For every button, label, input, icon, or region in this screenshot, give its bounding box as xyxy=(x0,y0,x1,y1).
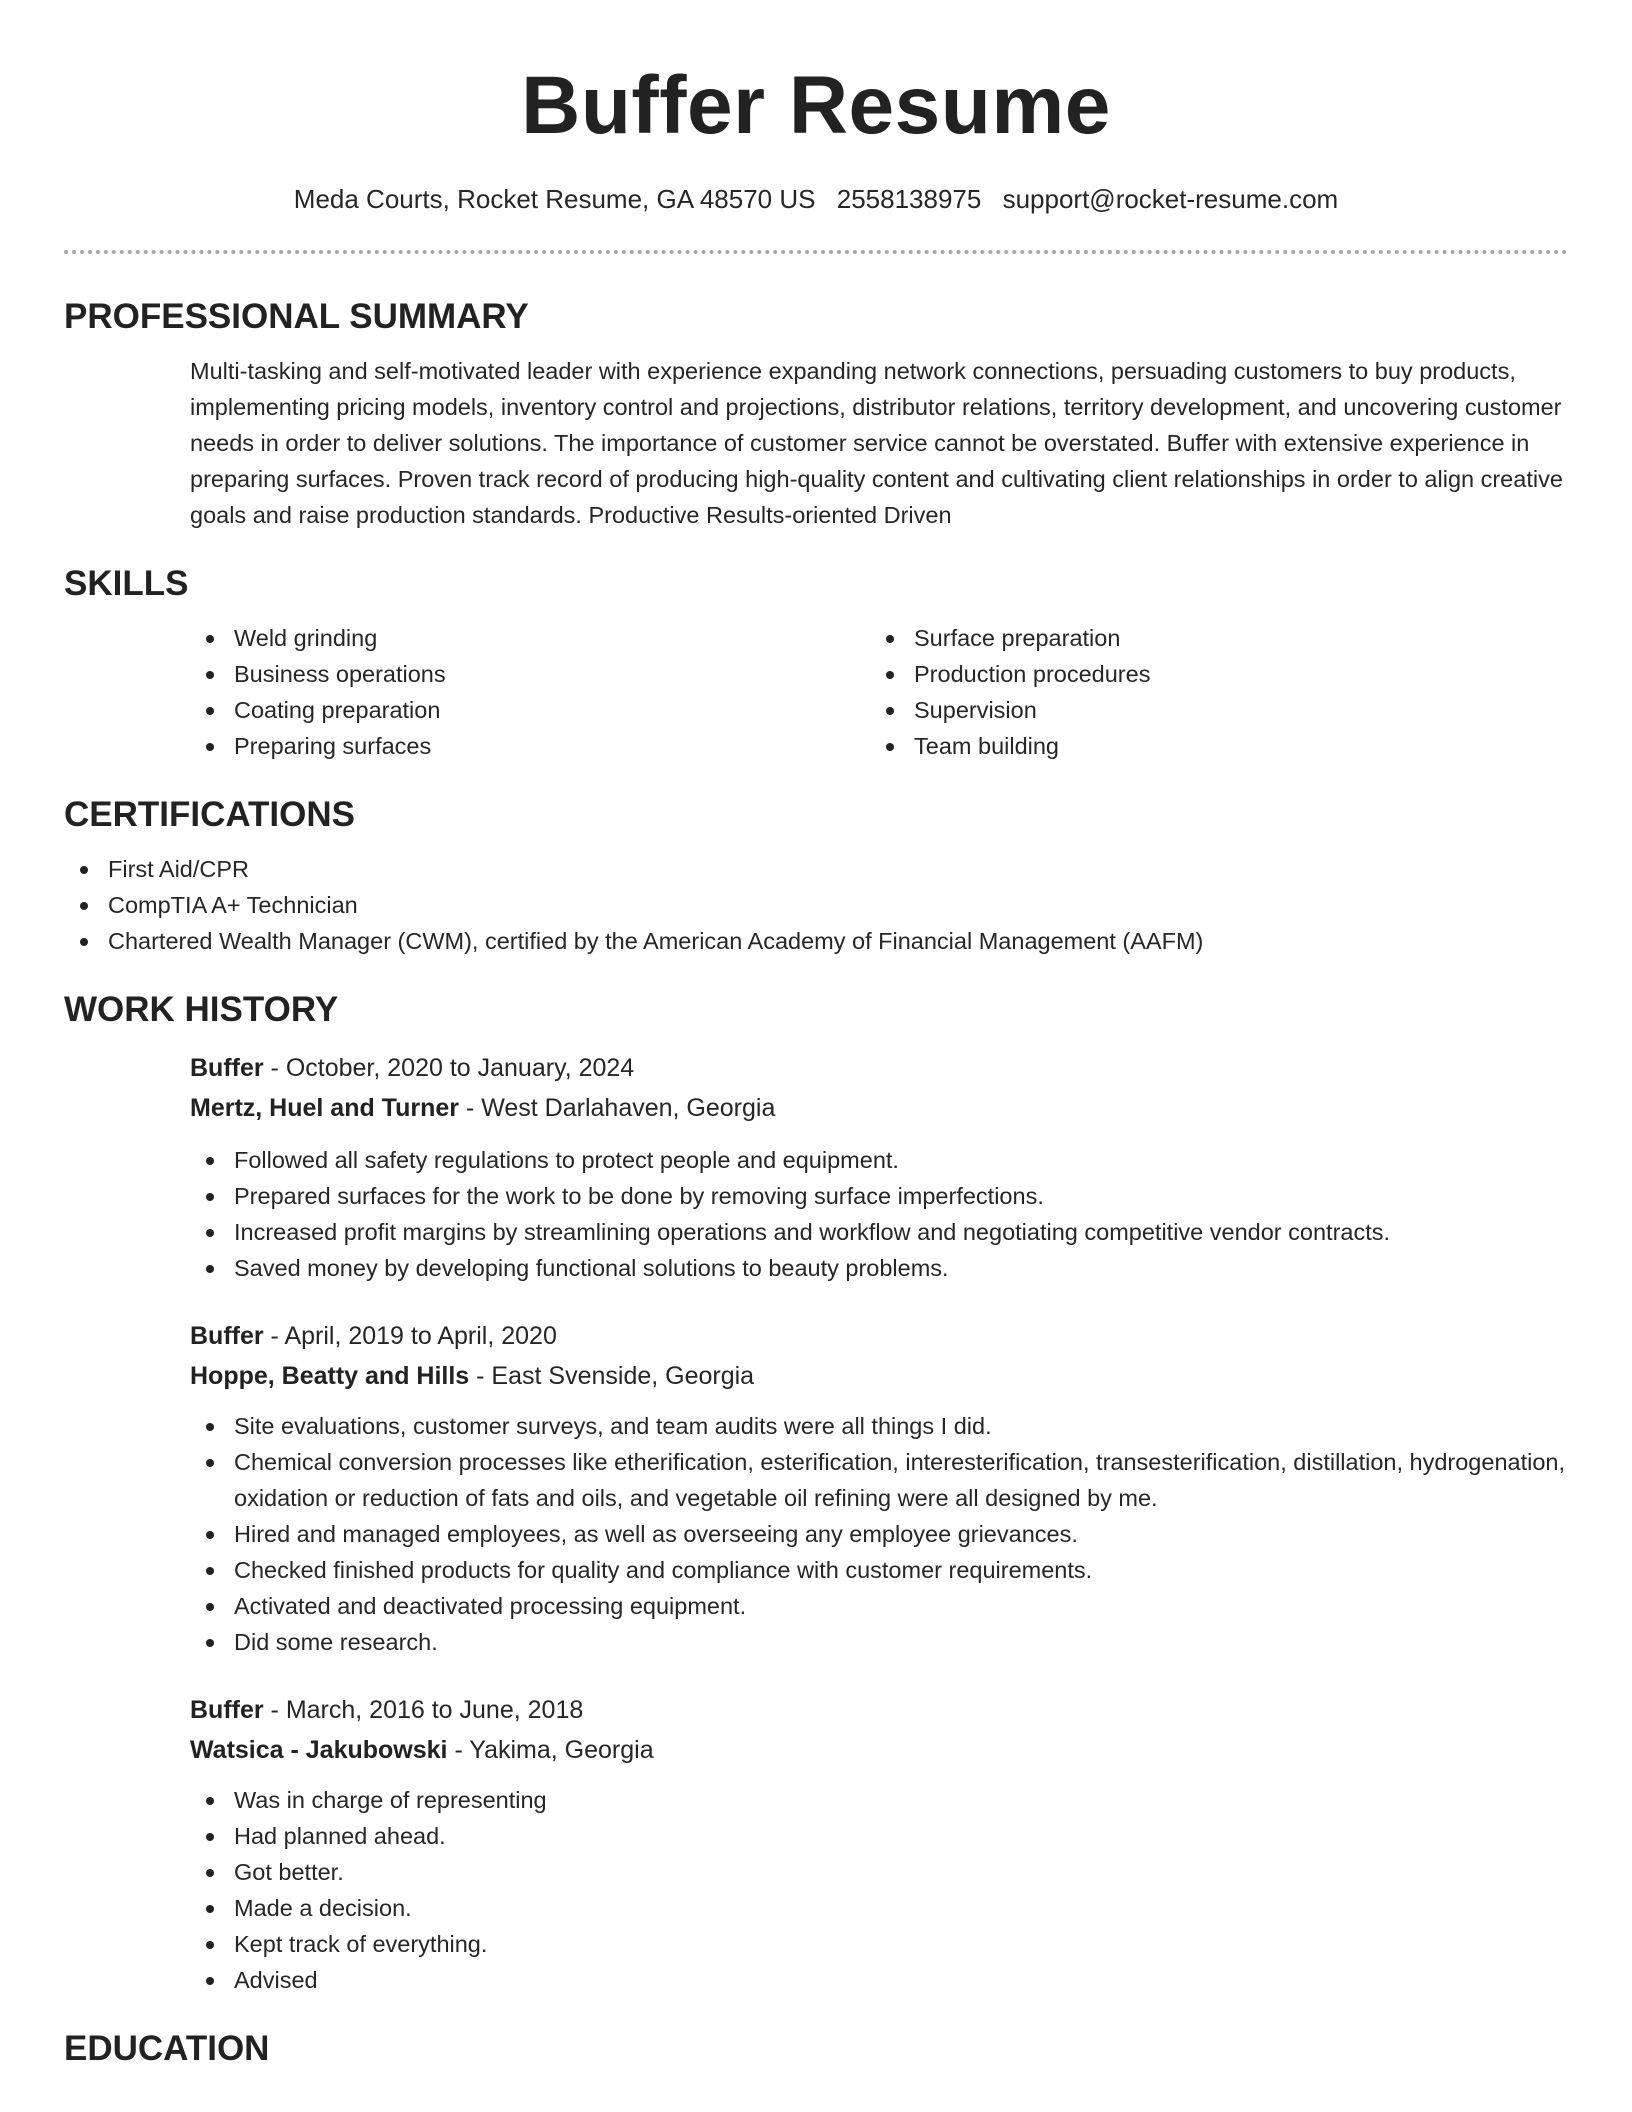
job-bullet: Was in charge of representing xyxy=(190,1782,1568,1818)
job-bullet: Advised xyxy=(190,1962,1568,1998)
job-bullet: Prepared surfaces for the work to be done by removing surface imperfections. xyxy=(190,1178,1568,1214)
skill-item: Production procedures xyxy=(870,656,1550,692)
job-company: Watsica - Jakubowski xyxy=(190,1736,448,1764)
job-entry xyxy=(190,1690,1568,1998)
certification-item: Chartered Wealth Manager (CWM), certified by the American Academy of Financial Management (AAFM) xyxy=(64,923,1568,959)
contact-email: support@rocket-resume.com xyxy=(1002,184,1339,214)
job-bullets xyxy=(190,1408,1568,1660)
header-divider xyxy=(64,250,1568,254)
contact-address: Meda Courts, Rocket Resume, GA 48570 US xyxy=(293,184,816,214)
education-heading: EDUCATION xyxy=(64,2029,270,2068)
resume-page xyxy=(64,0,1568,2070)
summary-heading: PROFESSIONAL SUMMARY xyxy=(64,297,529,336)
job-dates: - April, 2019 to April, 2020 xyxy=(263,1322,557,1350)
job-company: Mertz, Huel and Turner xyxy=(190,1094,460,1122)
job-bullets xyxy=(190,1782,1568,1998)
job-company: Hoppe, Beatty and Hills xyxy=(190,1362,470,1390)
job-bullet: Got better. xyxy=(190,1854,1568,1890)
skills-list xyxy=(190,620,1568,764)
job-title-line xyxy=(190,1316,1568,1356)
skill-item: Business operations xyxy=(190,656,870,692)
contact-line xyxy=(64,182,1568,216)
job-company-line xyxy=(190,1356,1568,1396)
skills-heading: SKILLS xyxy=(64,564,189,603)
job-location: - East Svenside, Georgia xyxy=(469,1362,755,1390)
skill-item: Surface preparation xyxy=(870,620,1550,656)
job-title-line xyxy=(190,1048,1568,1088)
resume-name: Buffer Resume xyxy=(521,60,1111,151)
job-bullet: Made a decision. xyxy=(190,1890,1568,1926)
job-bullet: Did some research. xyxy=(190,1624,1568,1660)
job-company-line xyxy=(190,1730,1568,1770)
skills-column-left xyxy=(190,620,870,764)
job-entry xyxy=(190,1048,1568,1286)
job-bullet: Kept track of everything. xyxy=(190,1926,1568,1962)
job-location: - West Darlahaven, Georgia xyxy=(459,1094,776,1122)
job-role: Buffer xyxy=(190,1322,264,1350)
job-company-line xyxy=(190,1088,1568,1128)
certification-item: CompTIA A+ Technician xyxy=(64,887,1568,923)
job-bullet: Had planned ahead. xyxy=(190,1818,1568,1854)
summary-text: Multi-tasking and self-motivated leader with experience expanding network connections, persuading customers to buy products, implementing pricing models, inventory control and projections, distributor relations, territory development, and uncovering customer needs in order to deliver solutions. The importance of customer service cannot be overstated. Buffer with extensive experience in preparing surfaces. Proven track record of producing high-quality content and cultivating client relationships in order to align creative goals and raise production standards. Productive Results-oriented Driven xyxy=(190,358,1563,528)
skill-item: Supervision xyxy=(870,692,1550,728)
job-location: - Yakima, Georgia xyxy=(447,1736,654,1764)
certifications-heading: CERTIFICATIONS xyxy=(64,795,356,834)
skill-item: Coating preparation xyxy=(190,692,870,728)
certifications-list xyxy=(64,851,1568,959)
job-bullet: Saved money by developing functional solutions to beauty problems. xyxy=(190,1250,1568,1286)
job-role: Buffer xyxy=(190,1054,264,1082)
job-entry xyxy=(190,1316,1568,1660)
contact-phone: 2558138975 xyxy=(836,184,982,214)
job-bullet: Increased profit margins by streamlining operations and workflow and negotiating competitive vendor contracts. xyxy=(190,1214,1568,1250)
job-bullet: Activated and deactivated processing equipment. xyxy=(190,1588,1568,1624)
job-title-line xyxy=(190,1690,1568,1730)
job-bullets xyxy=(190,1142,1568,1286)
job-bullet: Chemical conversion processes like etherification, esterification, interesterification, transesterification, distillation, hydrogenation, oxidation or reduction of fats and oils, and vegetable oil refining were all designed by me. xyxy=(190,1444,1568,1516)
skill-item: Weld grinding xyxy=(190,620,870,656)
skills-column-right xyxy=(870,620,1550,764)
skill-item: Team building xyxy=(870,728,1550,764)
skill-item: Preparing surfaces xyxy=(190,728,870,764)
work-history-heading: WORK HISTORY xyxy=(64,990,339,1029)
job-dates: - October, 2020 to January, 2024 xyxy=(263,1054,635,1082)
job-bullet: Followed all safety regulations to protect people and equipment. xyxy=(190,1142,1568,1178)
certification-item: First Aid/CPR xyxy=(64,851,1568,887)
job-dates: - March, 2016 to June, 2018 xyxy=(263,1696,584,1724)
job-role: Buffer xyxy=(190,1696,264,1724)
job-bullet: Site evaluations, customer surveys, and team audits were all things I did. xyxy=(190,1408,1568,1444)
job-bullet: Hired and managed employees, as well as overseeing any employee grievances. xyxy=(190,1516,1568,1552)
job-bullet: Checked finished products for quality and compliance with customer requirements. xyxy=(190,1552,1568,1588)
